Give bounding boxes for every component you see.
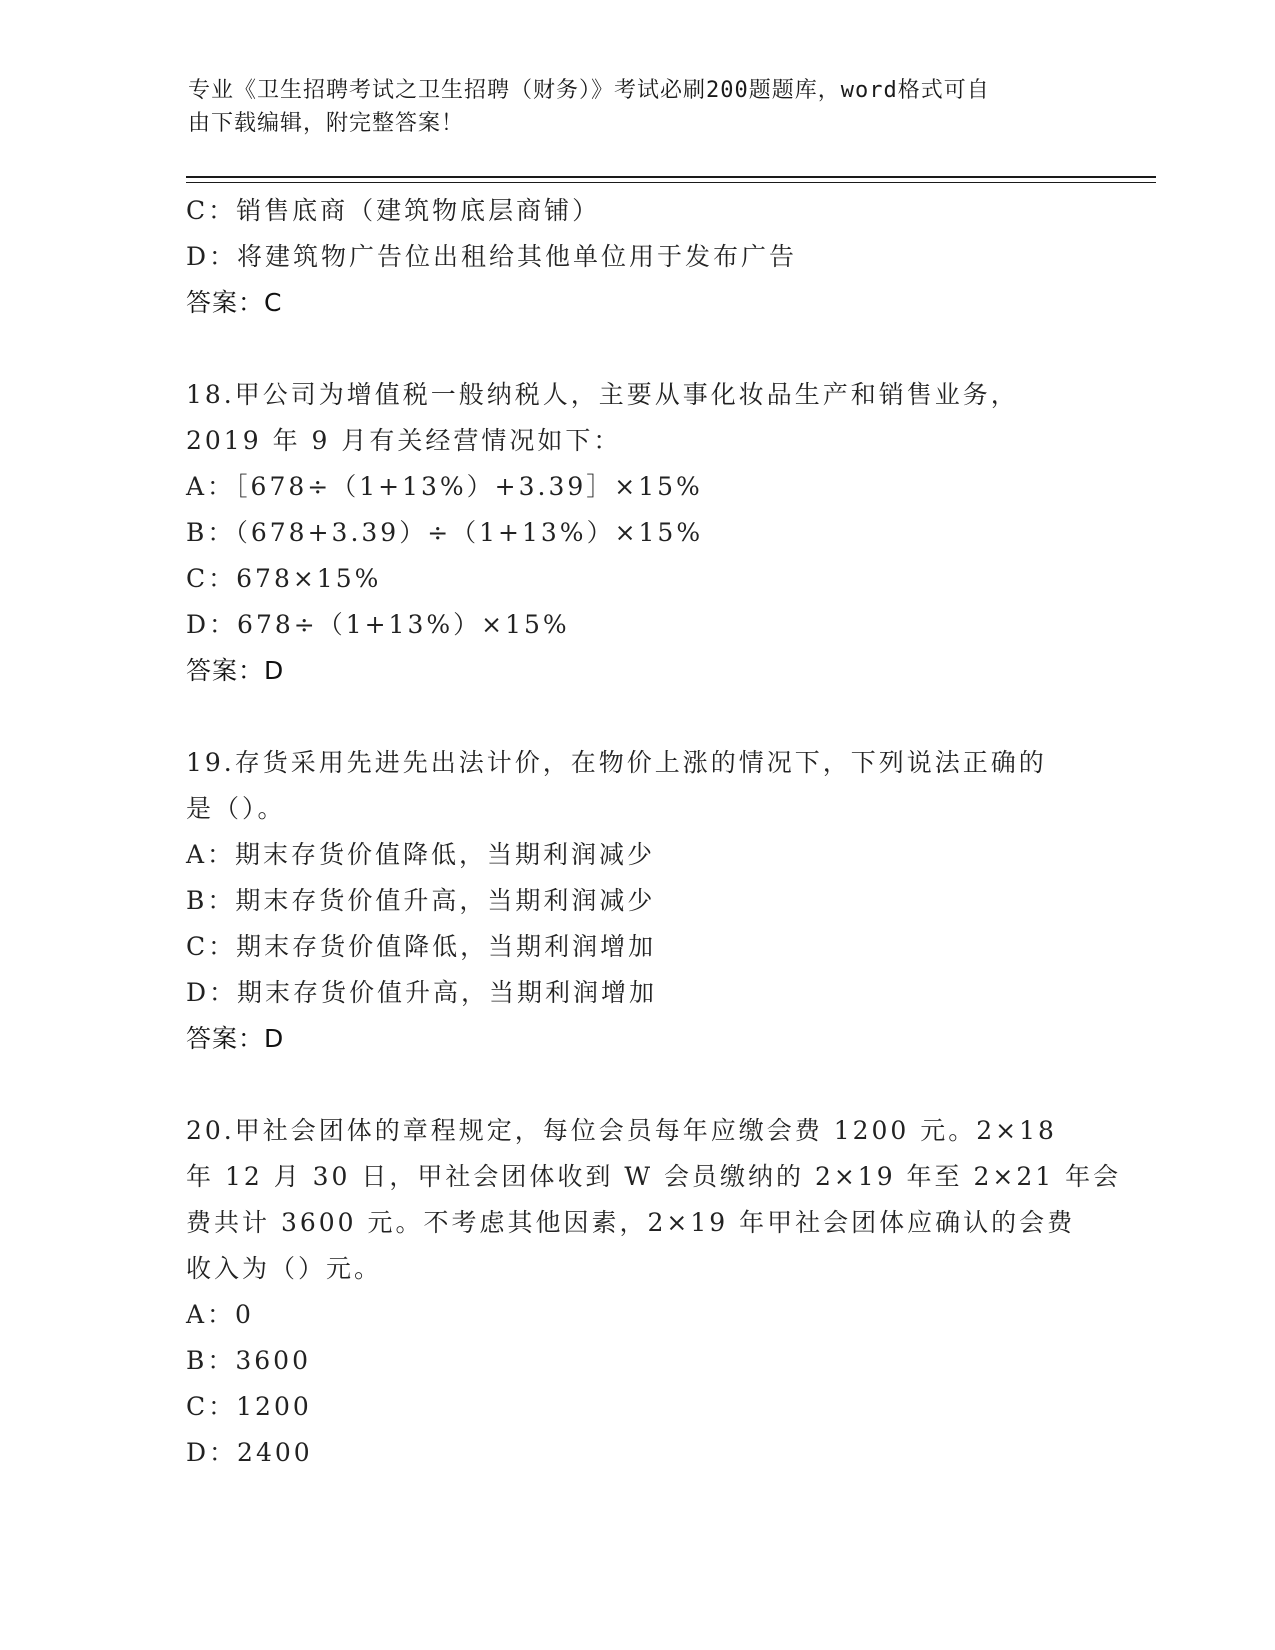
document-header [188,74,1068,140]
option-c: C：1200 [186,1392,312,1421]
question-20 [186,1108,1122,1476]
stem-line: 费共计 3600 元。不考虑其他因素，2×19 年甲社会团体应确认的会费 [186,1208,1076,1237]
option-d: D：期末存货价值升高，当期利润增加 [186,978,658,1007]
option-b: B：（678+3.39）÷（1+13%）×15% [186,518,704,547]
spacer [186,1062,1106,1108]
option-d: D：678÷（1+13%）×15% [186,610,570,639]
header-line-2: 由下载编辑，附完整答案！ [188,111,465,136]
option-c: C：期末存货价值降低，当期利润增加 [186,932,657,961]
stem-line: 是（）。 [186,794,286,823]
option-c: C：678×15% [186,564,382,593]
stem-line: 收入为（）元。 [186,1254,383,1283]
header-line-1: 专业《卫生招聘考试之卫生招聘（财务）》考试必刷200题题库，word格式可自 [188,78,990,103]
spacer [186,326,1106,372]
spacer [186,694,1106,740]
stem-line: 2019 年 9 月有关经营情况如下： [186,426,622,455]
answer-line: 答案：D [186,656,285,685]
option-d: D：将建筑物广告位出租给其他单位用于发布广告 [186,242,798,271]
header-divider-thick [186,176,1156,178]
question-stem [186,372,1106,464]
option-a: A：0 [186,1300,254,1329]
option-a: A：期末存货价值降低，当期利润减少 [186,840,656,869]
header-divider-thin [186,182,1156,183]
question-18 [186,372,1106,694]
question-stem [186,1108,1122,1292]
answer-line: 答案：C [186,288,283,317]
question-17-tail [186,188,1106,326]
stem-line: 19.存货采用先进先出法计价，在物价上涨的情况下，下列说法正确的 [186,748,1047,777]
option-b: B：3600 [186,1346,311,1375]
stem-line: 20.甲社会团体的章程规定，每位会员每年应缴会费 1200 元。2×18 [186,1116,1057,1145]
option-c: C：销售底商（建筑物底层商铺） [186,196,601,225]
stem-line: 年 12 月 30 日，甲社会团体收到 W 会员缴纳的 2×19 年至 2×21 年会 [186,1162,1122,1191]
option-b: B：期末存货价值升高，当期利润减少 [186,886,656,915]
question-stem [186,740,1106,832]
answer-line: 答案：D [186,1024,285,1053]
question-list [186,188,1122,1476]
option-d: D：2400 [186,1438,313,1467]
option-a: A：［678÷（1+13%）+3.39］×15% [186,472,703,501]
stem-line: 18.甲公司为增值税一般纳税人，主要从事化妆品生产和销售业务， [186,380,1019,409]
question-19 [186,740,1106,1062]
